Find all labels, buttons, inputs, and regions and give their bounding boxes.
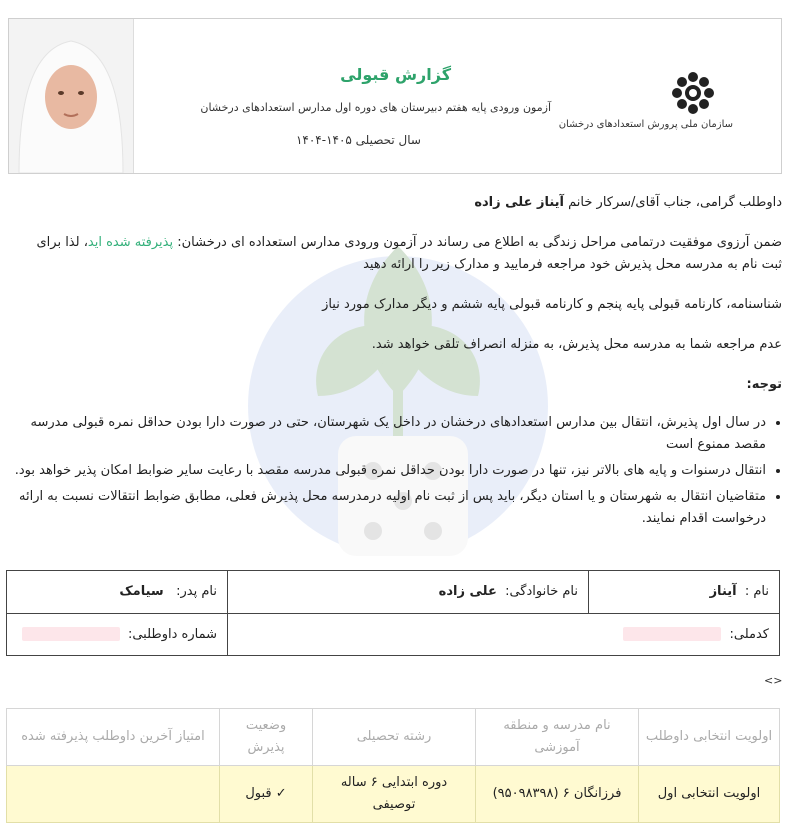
last-name-label: نام خانوادگی: [505,584,578,600]
last-score-cell [7,766,220,823]
col-last-score: امتیاز آخرین داوطلب پذیرفته شده [7,709,220,766]
results-table [6,708,780,823]
school-cell: فرزانگان ۶ (۹۵۰۹۸۳۹۸) [476,766,639,823]
status-cell: ✓ قبول [220,766,313,823]
father-name-label: نام پدر: [176,584,217,600]
academic-year: سال تحصیلی ۱۴۰۵-۱۴۰۴ [295,133,421,147]
last-name-cell [228,571,589,614]
col-status: وضعیت پذیرش [220,709,313,766]
acceptance-paragraph [14,232,782,276]
candidate-number-cell [7,613,228,656]
note-title: توجه: [746,377,782,392]
father-name-cell [7,571,228,614]
first-name-label: نام : [744,584,769,600]
last-name-value: علی زاده [438,584,497,600]
col-priority: اولویت انتخابی داوطلب [639,709,780,766]
national-code-label: کدملی: [729,626,769,642]
header-divider [8,173,780,174]
warning-text: عدم مراجعه شما به مدرسه محل پذیرش، به منزله انصراف تلقی خواهد شد. [371,337,782,352]
candidate-number-redacted [22,627,120,641]
table-row [7,766,780,823]
first-name-cell [589,571,780,614]
candidate-number-label: شماره داوطلبی: [127,626,217,642]
col-school: نام مدرسه و منطقه آموزشی [476,709,639,766]
scroll-arrow-icon[interactable]: <> [764,674,783,687]
exam-subtitle: آزمون ورودی پایه هفتم دبیرستان های دوره اول مدارس استعدادهای درخشان [200,101,551,114]
national-code-redacted [623,627,721,641]
greeting-prefix: داوطلب گرامی، جناب آقای/سرکار خانم [568,195,782,210]
note-item: • در سال اول پذیرش، انتقال بین مدارس استعدادهای درخشان در داخل یک شهرستان، حتی در صورت دارا بودن حداقل نمره قبولی مدرسه مقصد ممنوع است [6,412,766,456]
priority-cell: اولویت انتخابی اول [639,766,780,823]
report-header [8,18,782,174]
note-item: • متقاضیان انتقال به شهرستان و یا استان دیگر، باید پس از ثبت نام اولیه درمدرسه محل پذیرش فعلی، مطابق ضوابط انتقالات نسبت به ارائه درخواست اقدام نمایند. [6,486,766,530]
page-title: گزارش قبولی [340,65,451,84]
col-field: رشته تحصیلی [313,709,476,766]
para-end: ، لذا برای ثبت نام به مدرسه محل پذیرش خود مراجعه فرمایید و مدارک زیر را ارائه دهید [36,235,782,272]
candidate-photo [9,19,134,173]
candidate-info-table [6,570,780,656]
father-name-value: سیامک [119,584,164,600]
greeting-line [474,192,782,214]
national-code-cell [228,613,780,656]
organization-caption: سازمان ملی پرورش استعدادهای درخشان [558,119,733,130]
field-cell: دوره ابتدایی ۶ ساله توصیفی [313,766,476,823]
accepted-text: پذیرفته شده اید [87,235,174,250]
candidate-name: آیناز علی زاده [474,195,564,210]
para-intro: ضمن آرزوی موفقیت درتمامی مراحل زندگی به اطلاع می رساند در آزمون ورودی مدارس استعداده ای درخشان: [177,235,782,250]
candidate-photo-image [9,19,133,173]
notes-list [6,412,782,534]
results-header-row [7,709,780,766]
organization-logo-icon [623,63,733,143]
first-name-value: آیناز [709,584,737,600]
required-documents: شناسنامه، کارنامه قبولی پایه پنجم و کارنامه قبولی پایه ششم و دیگر مدارک مورد نیاز [322,297,782,312]
note-item: • انتقال درسنوات و پایه های بالاتر نیز، تنها در صورت دارا بودن حداقل نمره قبولی مدرسه مقصد با رعایت سایر ضوابط امکان پذیر خواهد بود. [6,460,766,482]
